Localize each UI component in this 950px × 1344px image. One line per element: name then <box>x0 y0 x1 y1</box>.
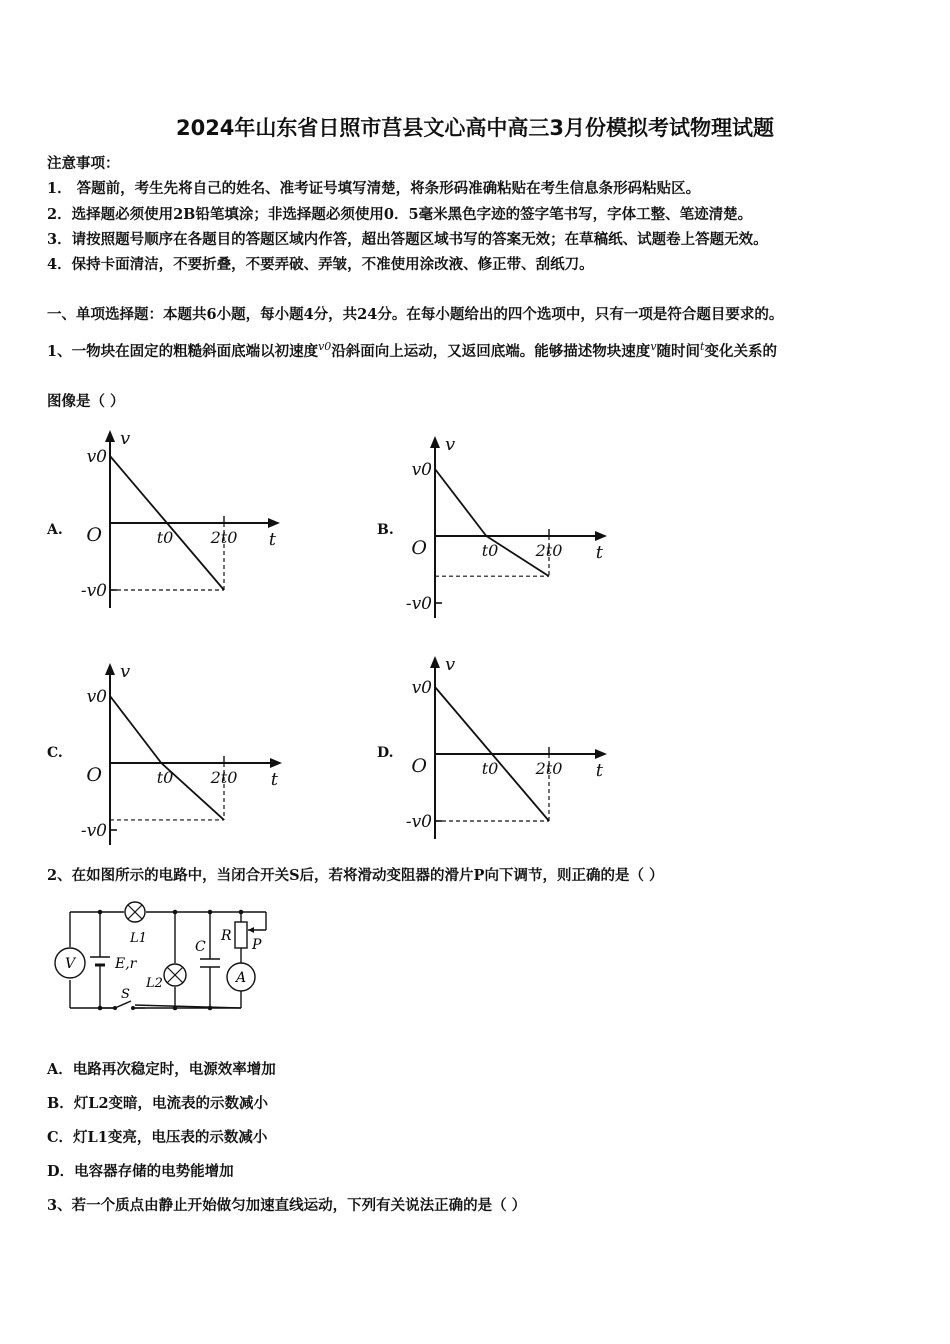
q2-option-d: D．电容器存储的电势能增加 <box>47 1163 234 1180</box>
d-v0-label: v0 <box>411 678 432 698</box>
question-1-stem <box>47 340 777 361</box>
option-label-d: D. <box>377 745 394 761</box>
b-2t0-label: 2t0 <box>535 541 563 560</box>
question-2-stem: 2、在如图所示的电路中，当闭合开关S后，若将滑动变阻器的滑片P向下调节，则正确的是（ ） <box>47 867 664 884</box>
b-origin-label: O <box>411 537 427 559</box>
l2-label: L2 <box>146 976 163 991</box>
d-y-axis-arrow <box>430 656 440 668</box>
lamp-l2-icon <box>164 964 186 986</box>
d-2t0-label: 2t0 <box>535 759 563 778</box>
c-v0-label: v0 <box>86 687 107 707</box>
q1-symbol-v: v <box>650 340 657 353</box>
q2-option-c: C．灯L1变亮，电压表的示数减小 <box>47 1129 268 1146</box>
a-x-axis-arrow <box>268 518 280 528</box>
q1-text-part3: 随时间 <box>656 343 701 360</box>
capacitor-label: C <box>195 939 206 955</box>
a-axis-label-t: t <box>268 529 276 550</box>
b-neg-v0-label: -v0 <box>405 594 432 614</box>
c-2t0-label: 2t0 <box>210 768 238 787</box>
b-y-axis-arrow <box>430 436 440 448</box>
b-axis-label-t: t <box>595 542 603 563</box>
c-velocity-line <box>110 696 224 820</box>
d-t0-label: t0 <box>481 759 499 778</box>
option-label-b: B. <box>377 522 394 538</box>
c-axis-label-t: t <box>270 769 278 790</box>
d-x-axis-arrow <box>595 749 607 759</box>
section-heading: 一、单项选择题：本题共6小题，每小题4分，共24分。在每小题给出的四个选项中，只有一项是符合题目要求的。 <box>47 306 784 323</box>
b-velocity-line <box>435 469 549 576</box>
c-t0-label: t0 <box>156 768 174 787</box>
capacitor-icon <box>200 959 220 967</box>
c-x-axis-arrow <box>270 758 282 768</box>
a-v0-label: v0 <box>86 447 107 467</box>
notice-heading: 注意事项： <box>47 155 120 172</box>
a-y-axis-arrow <box>105 430 115 442</box>
notice-item-3: 3．请按照题号顺序在各题目的答题区域内作答，超出答题区域书写的答案无效；在草稿纸、试题卷上答题无效。 <box>47 231 768 248</box>
voltmeter-label: V <box>64 956 76 972</box>
a-origin-label: O <box>86 524 102 546</box>
b-t0-label: t0 <box>481 541 499 560</box>
a-neg-v0-label: -v0 <box>80 581 107 601</box>
b-x-axis-arrow <box>595 531 607 541</box>
q1-symbol-t: t <box>700 340 705 353</box>
c-y-axis-arrow <box>105 663 115 675</box>
d-origin-label: O <box>411 755 427 777</box>
q1-text-part4: 变化关系的 <box>704 343 777 360</box>
circuit-diagram <box>45 895 285 1020</box>
q1-symbol-v0: v0 <box>318 340 332 353</box>
notice-item-2: 2．选择题必须使用2B铅笔填涂；非选择题必须使用0．5毫米黑色字迹的签字笔书写，字体工整、笔迹清楚。 <box>47 206 753 223</box>
d-axis-label-t: t <box>595 760 603 781</box>
c-axis-label-v: v <box>120 661 131 682</box>
c-neg-v0-label: -v0 <box>80 821 107 841</box>
q2-option-b: B．灯L2变暗，电流表的示数减小 <box>47 1095 269 1112</box>
battery-icon <box>90 957 110 965</box>
page-title: 2024年山东省日照市莒县文心高中高三3月份模拟考试物理试题 <box>175 116 775 140</box>
c-origin-label: O <box>86 764 102 786</box>
graph-b <box>395 428 625 618</box>
d-neg-v0-label: -v0 <box>405 812 432 832</box>
ammeter-label: A <box>235 970 247 986</box>
resistor-label: R <box>221 928 232 944</box>
notice-item-1: 1． 答题前，考生先将自己的姓名、准考证号填写清楚，将条形码准确粘贴在考生信息条形码粘贴区。 <box>47 180 701 197</box>
switch-label: S <box>121 987 130 1002</box>
notice-item-4: 4．保持卡面清洁，不要折叠，不要弄破、弄皱，不准使用涂改液、修正带、刮纸刀。 <box>47 256 594 273</box>
question-1-stem-line2: 图像是（ ） <box>47 393 125 410</box>
graph-d <box>395 650 625 845</box>
option-label-a: A. <box>47 522 63 538</box>
lamp-l1-icon <box>125 902 145 922</box>
l1-label: L1 <box>130 931 147 946</box>
b-v0-label: v0 <box>411 460 432 480</box>
graph-c <box>70 655 300 845</box>
a-axis-label-v: v <box>120 428 131 449</box>
question-3-stem: 3、若一个质点由静止开始做匀加速直线运动，下列有关说法正确的是（ ） <box>47 1197 527 1214</box>
q1-text-part2: 沿斜面向上运动，又返回底端。能够描述物块速度 <box>331 343 651 360</box>
option-label-c: C. <box>47 745 63 761</box>
a-2t0-label: 2t0 <box>210 528 238 547</box>
graph-a <box>70 420 300 620</box>
a-t0-label: t0 <box>156 528 174 547</box>
d-axis-label-v: v <box>445 654 456 675</box>
q2-option-a: A．电路再次稳定时，电源效率增加 <box>47 1061 276 1078</box>
b-axis-label-v: v <box>445 434 456 455</box>
slider-label: P <box>252 937 262 953</box>
q1-text-part1: 1、一物块在固定的粗糙斜面底端以初速度 <box>47 343 319 360</box>
source-label: E,r <box>115 956 137 972</box>
